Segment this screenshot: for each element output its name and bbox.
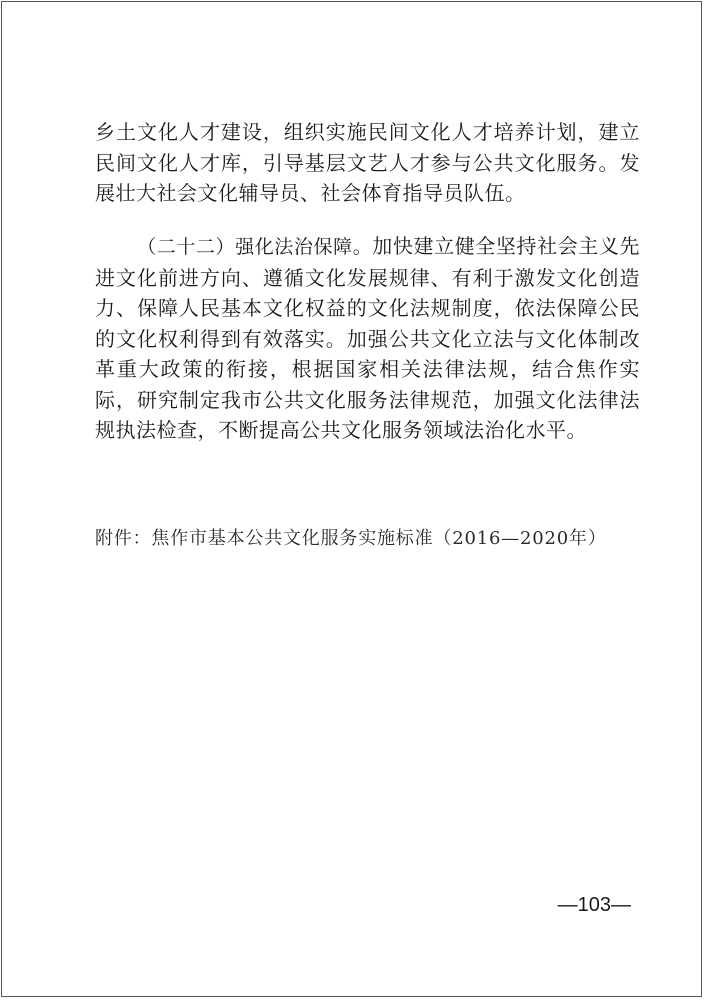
paragraph-text: 加快建立健全坚持社会主义先进文化前进方向、遵循文化发展规律、有利于激发文化创造力、保障人民基本文化权益的文化法规制度，依法保障公民的文化权利得到有效落实。加强公共文化立法与文化体制改革重大政策的衔接，根据国家相关法律法规，结合焦作实际，研究制定我市公共文化服务法律规范，加强文化法律法规执法检查，不断提高公共文化服务领域法治化水平。 [95, 234, 640, 442]
section-heading: （二十二）强化法治保障。 [137, 236, 373, 258]
paragraph-text: 乡土文化人才建设，组织实施民间文化人才培养计划，建立民间文化人才库，引导基层文艺人才参与公共文化服务。发展壮大社会文化辅导员、社会体育指导员队伍。 [95, 120, 640, 205]
page-number: —103— [557, 894, 631, 916]
body-paragraph [95, 117, 640, 209]
attachment-note: 附件：焦作市基本公共文化服务实施标准（2016—2020年） [95, 528, 607, 549]
body-paragraph [95, 231, 640, 446]
